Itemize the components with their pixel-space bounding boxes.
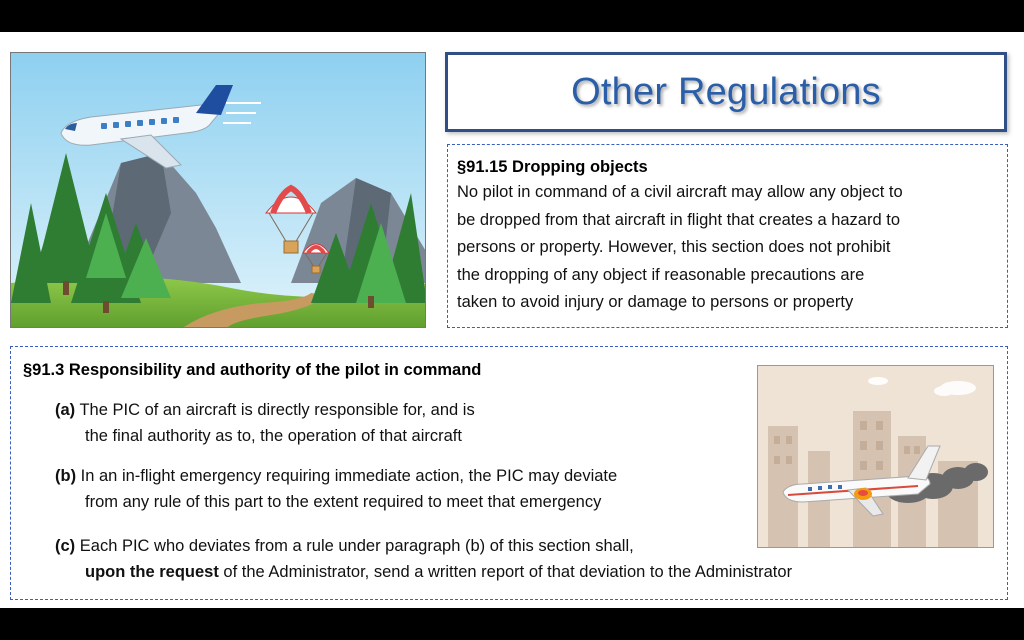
- pic-item-b: [55, 463, 617, 515]
- item-label: (c): [55, 537, 76, 555]
- slide: [0, 32, 1024, 608]
- pic-item-a: [55, 397, 475, 449]
- dropping-line: the dropping of any object if reasonable precautions are: [457, 265, 865, 284]
- dropping-line: No pilot in command of a civil aircraft may allow any object to: [457, 183, 903, 201]
- item-text: Each PIC who deviates from a rule under paragraph (b) of this section shall,: [75, 537, 634, 555]
- item-text-rest: of the Administrator, send a written report of that deviation to the Administrator: [218, 563, 793, 581]
- item-label: (a): [55, 401, 76, 419]
- emphasis-text: upon the request: [85, 563, 219, 581]
- pic-item-c: [55, 533, 792, 585]
- item-text: The PIC of an aircraft is directly responsible for, and is: [75, 401, 475, 419]
- item-text-cont: from any rule of this part to the extent required to meet that emergency: [85, 493, 602, 511]
- page-title: Other Regulations: [571, 70, 881, 113]
- item-text-cont: the final authority as to, the operation of that aircraft: [85, 427, 462, 445]
- item-label: (b): [55, 467, 77, 485]
- dropping-line: taken to avoid injury or damage to persons or property: [457, 293, 854, 312]
- dropping-objects-text: [457, 179, 997, 317]
- dropping-objects-heading: §91.15 Dropping objects: [457, 158, 648, 176]
- pic-heading: §91.3 Responsibility and authority of the pilot in command: [23, 361, 482, 379]
- item-text: In an in-flight emergency requiring immediate action, the PIC may deviate: [76, 467, 618, 485]
- dropping-objects-box: [447, 144, 1008, 328]
- title-banner: [445, 52, 1007, 132]
- dropping-line: be dropped from that aircraft in flight that creates a hazard to: [457, 210, 900, 229]
- crashing-plane-illustration: [757, 365, 994, 548]
- dropping-line: persons or property. However, this section does not prohibit: [457, 238, 891, 257]
- item-text-cont: [55, 559, 792, 585]
- airplane-parachute-illustration: [10, 52, 426, 328]
